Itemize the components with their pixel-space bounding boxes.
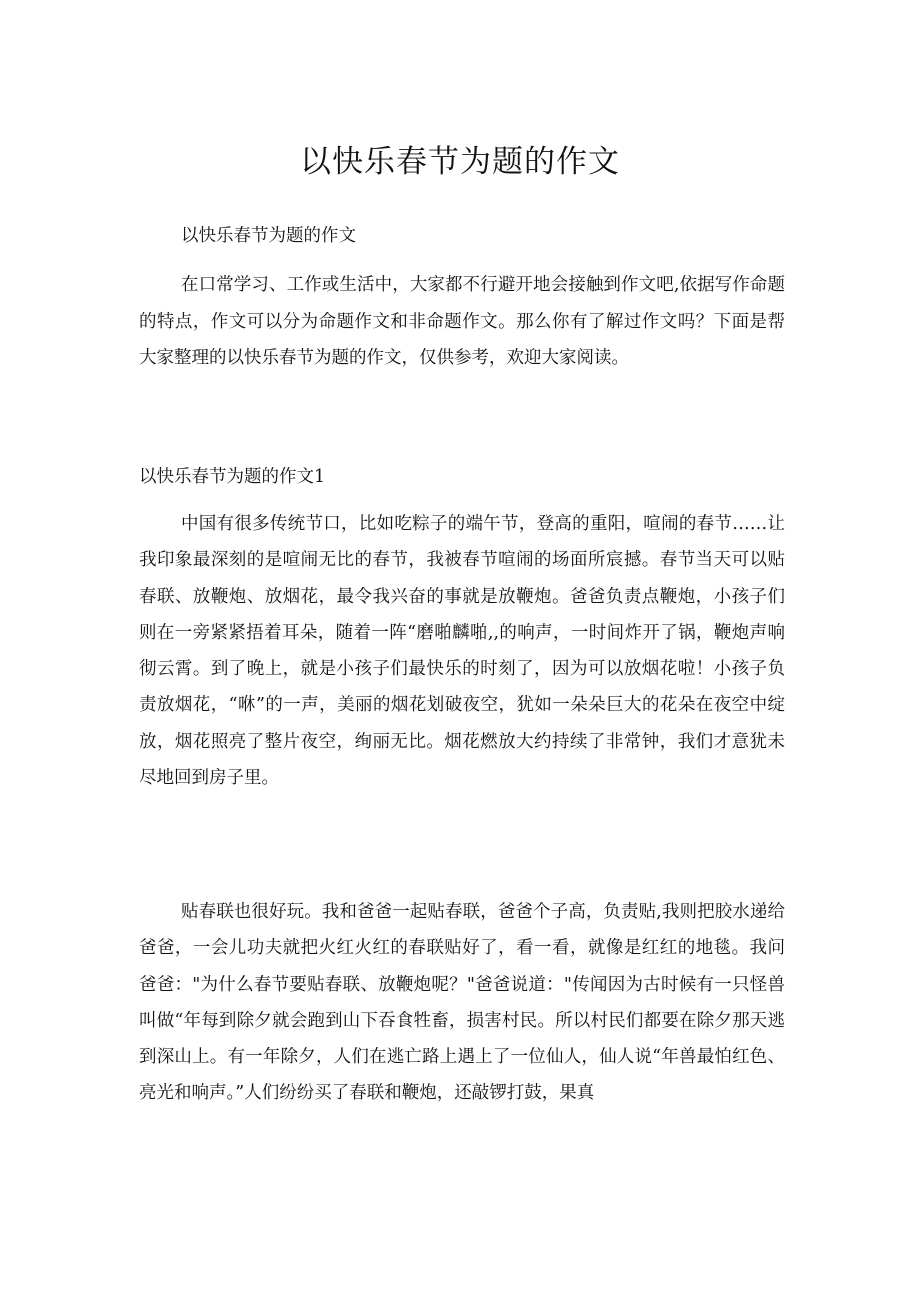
intro-paragraph: 在口常学习、工作或生活中，大家都不行避开地会接触到作文吧,依据写作命题的特点，作文可以分为命题作文和非命题作文。那么你有了解过作文吗？下面是帮大家整理的以快乐春节为题的作文，仅供参考，欢迎大家阅读。 — [139, 275, 785, 368]
essay-paragraph-1: 中国有很多传统节口，比如吃粽子的端午节，登高的重阳，喧闹的春节……让我印象最深刻的是喧闹无比的春节，我被春节喧闹的场面所宸撼。春节当天可以贴春联、放鞭炮、放烟花，最令我兴奋的事就是放鞭炮。爸爸负责点鞭炮，小孩子们则在一旁紧紧捂着耳朵，随着一阵“磨啪麟啪,,的响声，一时间炸开了锅，鞭炮声响彻云霄。到了晚上，就是小孩子们最快乐的时刻了，因为可以放烟花啦！小孩子负责放烟花，“咻”的一声，美丽的烟花划破夜空，犹如一朵朵巨大的花朵在夜空中绽放，烟花照亮了整片夜空，绚丽无比。烟花燃放大约持续了非常钟，我们才意犹未尽地回到房子里。 — [139, 514, 785, 789]
document-subtitle: 以快乐春节为题的作文 — [181, 226, 356, 246]
section-heading: 以快乐春节为题的作文1 — [139, 467, 326, 487]
essay-paragraph-2: 贴春联也很好玩。我和爸爸一起贴春联，爸爸个子高，负责贴,我则把胶水递给爸爸，一会儿功夫就把火红火红的春联贴好了，看一看，就像是红红的地毯。我问爸爸："为什么春节要贴春联、放鞭炮呢？"爸爸说道："传闻因为古时候有一只怪兽叫做“年每到除夕就会跑到山下吞食牲畜，损害村民。所以村民们都要在除夕那天逃到深山上。有一年除夕，人们在逃亡路上遇上了一位仙人，仙人说“年兽最怕红色、亮光和响声。”人们纷纷买了春联和鞭炮，还敲锣打鼓，果真 — [139, 902, 785, 1104]
document-title: 以快乐春节为题的作文 — [300, 144, 620, 180]
